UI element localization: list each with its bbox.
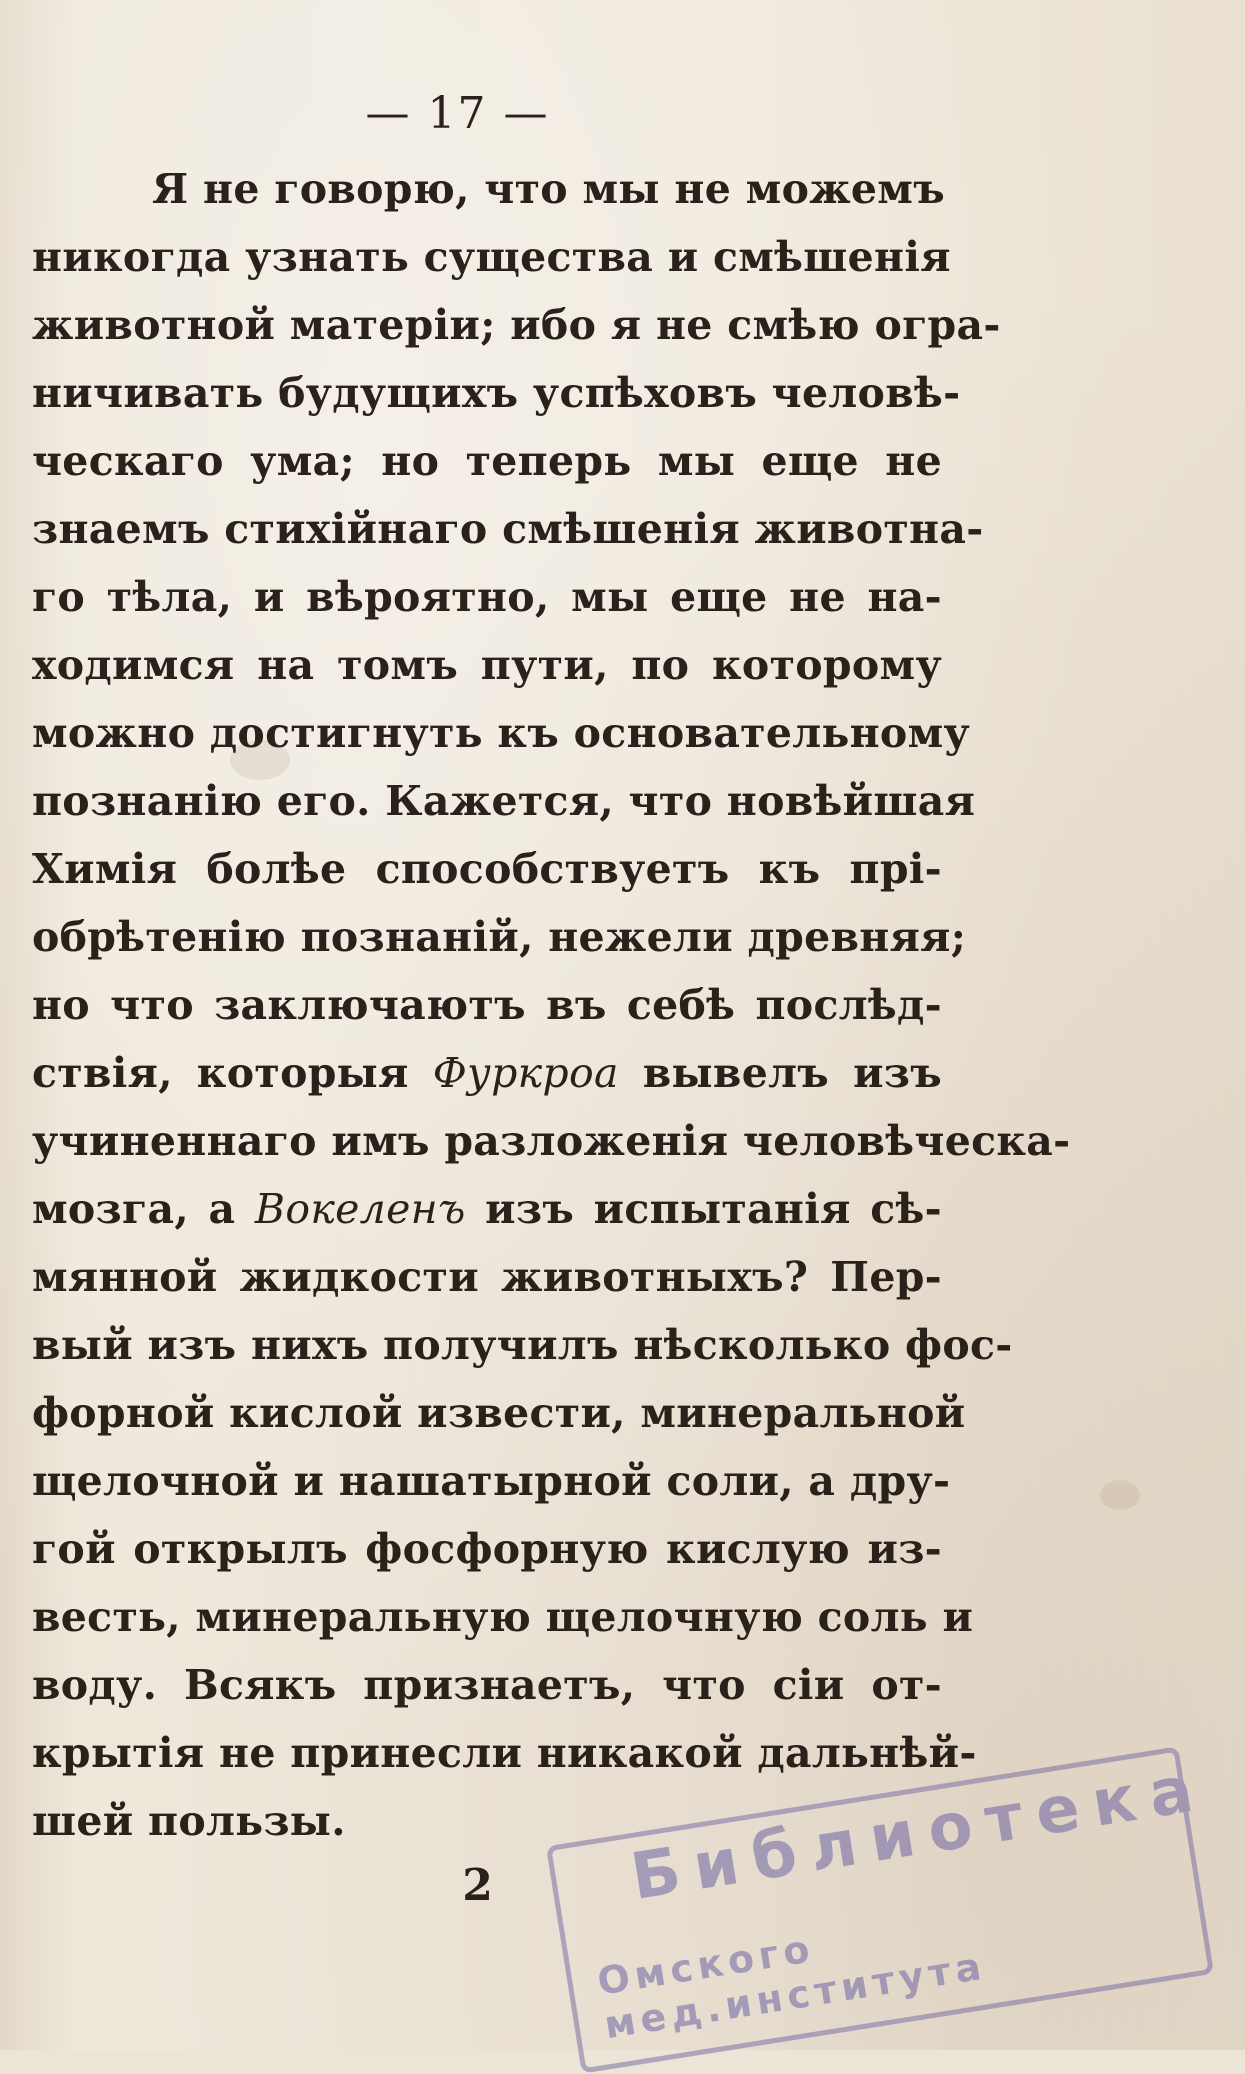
running-head: [0, 88, 1245, 139]
text-segment: вывелъ изъ: [642, 1049, 942, 1097]
text-line: гой открылъ фосфорную кислую из-: [32, 1525, 942, 1573]
signature-number: 2: [462, 1860, 493, 1911]
paper-smudge: [1100, 1480, 1140, 1510]
text-segment: ствія, которыя: [32, 1049, 409, 1097]
text-line: можно достигнуть къ основательному: [32, 709, 971, 757]
text-line: Химія болѣе способствуетъ къ прі-: [32, 845, 942, 893]
text-line: никогда узнать существа и смѣшенія: [32, 233, 951, 281]
text-line: форной кислой извести, минеральной: [32, 1389, 966, 1437]
text-segment: изъ испытанія сѣ-: [485, 1185, 942, 1233]
text-line: знаемъ стихійнаго смѣшенія животна-: [32, 505, 984, 553]
text-line: учиненнаго имъ разложенія человѣческа-: [32, 1117, 1071, 1165]
text-line: Я не говорю, что мы не можемъ: [152, 165, 945, 213]
text-line: ческаго ума; но теперь мы еще не: [32, 437, 942, 485]
text-line: весть, минеральную щелочную соль и: [32, 1593, 974, 1641]
text-line: вый изъ нихъ получилъ нѣсколько фос-: [32, 1321, 1013, 1369]
text-line: обрѣтенію познаній, нежели древняя;: [32, 913, 967, 961]
text-line: познанію его. Кажется, что новѣйшая: [32, 777, 976, 825]
text-line: животной матеріи; ибо я не смѣю огра-: [32, 301, 1001, 349]
text-line: ничивать будущихъ успѣховъ человѣ-: [32, 369, 961, 417]
text-line-mixed: [32, 1039, 942, 1107]
page-number: — 17 —: [365, 88, 550, 139]
text-line-mixed: [32, 1175, 942, 1243]
text-line: го тѣла, и вѣроятно, мы еще не на-: [32, 573, 942, 621]
text-line: но что заключаютъ въ себѣ послѣд-: [32, 981, 942, 1029]
text-line: крытія не принесли никакой дальнѣй-: [32, 1729, 977, 1777]
text-segment: мозга, а: [32, 1185, 236, 1233]
stamp-title: Библиотека: [626, 1750, 1212, 1915]
stamp-institution: Омского мед.института: [594, 1926, 989, 2048]
italic-name: Фуркроа: [432, 1049, 619, 1097]
italic-name: Вокеленъ: [254, 1185, 466, 1233]
text-line: шей пользы.: [32, 1797, 346, 1845]
text-line: воду. Всякъ признаетъ, что сіи от-: [32, 1661, 942, 1709]
body-text: [32, 155, 1071, 1855]
text-line: ходимся на томъ пути, по которому: [32, 641, 942, 689]
text-line: щелочной и нашатырной соли, а дру-: [32, 1457, 951, 1505]
text-line: мянной жидкости животныхъ? Пер-: [32, 1253, 942, 1301]
